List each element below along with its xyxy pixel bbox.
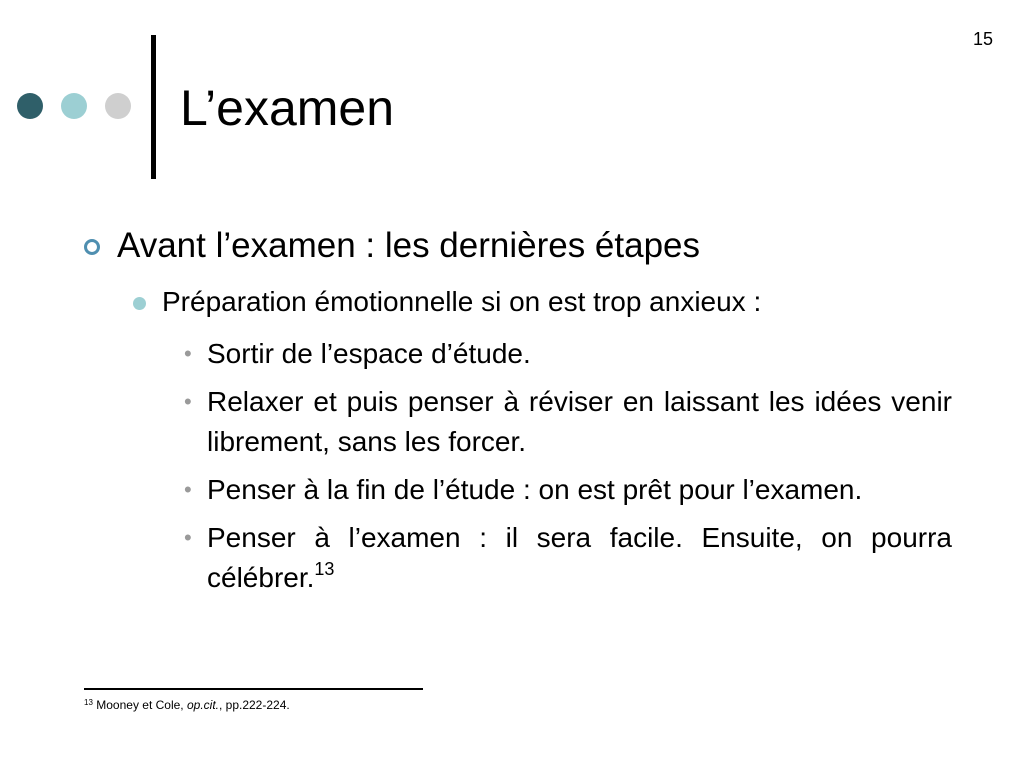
list-item-text: Penser à la fin de l’étude : on est prêt pour l’examen. xyxy=(207,474,863,505)
list-item xyxy=(184,518,952,598)
decorative-dots xyxy=(17,93,133,121)
title-divider xyxy=(151,35,156,179)
dot-light-teal xyxy=(61,93,87,119)
slide-title: L’examen xyxy=(180,80,395,136)
bullet-icon: • xyxy=(184,341,192,366)
list-item xyxy=(184,334,952,374)
bullet-icon: • xyxy=(184,477,192,502)
footnote-divider xyxy=(84,688,423,690)
footnote-reference: 13 xyxy=(314,559,335,579)
list-item xyxy=(184,470,952,510)
level1-bullet-text: Avant l’examen : les dernières étapes xyxy=(117,226,701,265)
list-item xyxy=(184,382,952,462)
bullet-icon: • xyxy=(184,389,192,414)
dot-dark-teal xyxy=(17,93,43,119)
bullet-icon: • xyxy=(184,525,192,550)
dot-gray xyxy=(105,93,131,119)
dot-bullet-icon xyxy=(133,297,146,310)
footnote-author: Mooney et Cole, xyxy=(96,698,187,712)
level3-bullet-list xyxy=(184,334,952,606)
slide-number: 15 xyxy=(972,29,993,49)
footnote-italic-source: op.cit. xyxy=(186,698,219,712)
list-item-text: Sortir de l’espace d’étude. xyxy=(207,338,531,369)
ring-bullet-icon xyxy=(84,239,100,255)
footnote-number: 13 xyxy=(84,698,93,707)
footnote xyxy=(84,697,290,713)
level2-bullet-text: Préparation émotionnelle si on est trop anxieux : xyxy=(162,286,762,317)
footnote-pages: , pp.222-224. xyxy=(218,698,290,712)
list-item-text: Relaxer et puis penser à réviser en laissant les idées venir librement, sans les forcer. xyxy=(207,386,952,457)
list-item-text: Penser à l’examen : il sera facile. Ensuite, on pourra célébrer. xyxy=(207,522,952,593)
